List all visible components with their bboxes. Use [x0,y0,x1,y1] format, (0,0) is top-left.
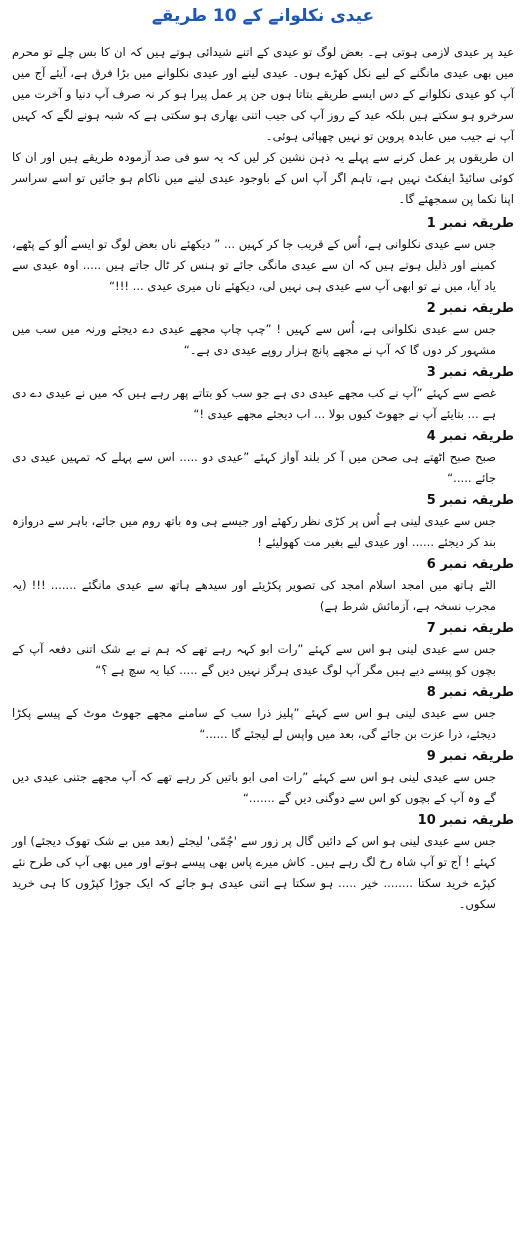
method-text: جس سے عیدی نکلوانی ہے، اُس کے قریب جا کر کہیں ... ” دیکھئے ناں بعض لوگ تو ایسے اُلو کے پٹھے، کمینے اور ذلیل ہوتے ہیں کہ ان سے عیدی مانگی جائے تو ہنس کر ٹال جاتے ہیں ..... اوہ عیدی سے یاد آیا، میں نے تو ابھی آپ سے عیدی ہی نہیں لی، دیکھئے ناں میری عیدی ... !!!“ [12,237,496,293]
method-heading: طریقہ نمبر 3 [426,365,514,380]
method-heading: طریقہ نمبر 6 [426,557,514,572]
method-1 [12,214,514,297]
method-heading: طریقہ نمبر 9 [426,749,514,764]
method-8 [12,683,514,745]
method-text: جس سے عیدی لینی ہو اس سے کہئے ”پلیز ذرا سب کے سامنے مجھے جھوٹ موٹ کے پیسے پکڑا دیجئے، ذرا عزت بن جائے گی، بعد میں واپس لے لیجئے گا ......“ [12,706,496,741]
method-7 [12,619,514,681]
method-4 [12,427,514,489]
method-text: غصے سے کہئے ”آپ نے کب مجھے عیدی دی ہے جو سب کو بتاتے پھر رہے ہیں کہ میں نے عیدی دے دی ہے ... بتایئے آپ نے جھوٹ کیوں بولا ... اب دیجئے مجھے عیدی !“ [12,386,496,421]
method-text: الٹے ہاتھ میں امجد اسلام امجد کی تصویر پکڑیئے اور سیدھے ہاتھ سے عیدی مانگئے ....... !!! (یہ مجرب نسخہ ہے، آزمائش شرط ہے) [12,578,496,613]
article-title: عیدی نکلوانے کے 10 طریقے [151,6,375,26]
method-heading: طریقہ نمبر 4 [426,429,514,444]
method-text: جس سے عیدی نکلوانی ہے، اُس سے کہیں ! ”چپ چاپ مجھے عیدی دے دیجئے ورنہ میں سب میں مشہور کر دوں گا کہ آپ نے مجھے پانچ ہزار روپے عیدی دی ہے۔“ [12,322,496,357]
method-text: صبح صبح اٹھتے ہی صحن میں آ کر بلند آواز کہئے ”عیدی دو ..... اس سے پہلے کہ تمہیں عیدی دی جائے .....“ [12,450,496,485]
method-2 [12,299,514,361]
method-text: جس سے عیدی لینی ہے اُس پر کڑی نظر رکھئے اور جیسے ہی وہ باتھ روم میں جائے، باہر سے دروازہ بند کر دیجئے ...... اور عیدی لیے بغیر مت کھولیئے ! [12,514,496,549]
method-6 [12,555,514,617]
method-heading: طریقہ نمبر 8 [426,685,514,700]
method-text: جس سے عیدی لینی ہو اس سے کہئے ”رات امی ابو باتیں کر رہے تھے کہ آپ مجھے جتنی عیدی دیں گے وہ آپ کے بچوں کو اس سے دوگنی دیں گے .......“ [12,770,496,805]
method-5 [12,491,514,553]
method-heading: طریقہ نمبر 1 [426,216,514,231]
method-heading: طریقہ نمبر 2 [426,301,514,316]
method-9 [12,747,514,809]
method-text: جس سے عیدی لینی ہو اس کے دائیں گال پر زور سے 'چُمّی' لیجئے (بعد میں بے شک تھوک دیجئے) اور کہئے ! آج تو آپ شاہ رخ لگ رہے ہیں۔ کاش میرے پاس بھی پیسے ہوتے اور میں بھی آپ کی طرح نئے کپڑے خرید سکتا ........ خیر ..... ہو سکتا ہے اتنی عیدی ہو جائے کہ ایک جوڑا کپڑوں کا ہی خرید سکوں۔ [12,834,496,911]
method-heading: طریقہ نمبر 5 [426,493,514,508]
method-heading: طریقہ نمبر 10 [417,813,514,828]
method-heading: طریقہ نمبر 7 [426,621,514,636]
intro-paragraph-1: عید پر عیدی لازمی ہوتی ہے۔ بعض لوگ تو عیدی کے اتنے شیدائی ہوتے ہیں کہ ان کا بس چلے تو محرم میں بھی عیدی مانگنے کے لیے نکل کھڑے ہوں۔ عیدی لینے اور عیدی نکلوانے میں بڑا فرق ہے، آیئے آج میں آپ کو عیدی نکلوانے کے دس ایسے طریقے بتاتا ہوں جن پر عمل پیرا ہو کر نہ صرف آپ دنیا و آخرت میں سرخرو ہو سکتے ہیں بلکہ عید کے روز آپ کی جیب اتنی بھاری ہو سکتی ہے کہ شبہ ہونے لگے کہ کہیں آپ نے جیب میں عابدہ پروین تو نہیں چھپائی ہوئی۔ [12,45,514,143]
intro-paragraph-2: ان طریقوں پر عمل کرنے سے پہلے یہ ذہن نشین کر لیں کہ یہ سو فی صد آزمودہ طریقے ہیں اور ان کا کوئی سائیڈ ایفکٹ نہیں ہے، تاہم اگر آپ اس کے باوجود عیدی لینے میں ناکام ہو جائیں تو اسے سراسر اپنا نکما پن سمجھئے گا۔ [12,150,514,206]
method-10 [12,811,514,915]
method-text: جس سے عیدی لینی ہو اس سے کہئے ”رات ابو کہہ رہے تھے کہ ہم نے بے شک اتنی دفعہ آپ کے بچوں کو پیسے دیے ہیں مگر آپ لوگ عیدی ہرگز نہیں دیں گے ..... کیا یہ سچ ہے ؟“ [12,642,496,677]
method-3 [12,363,514,425]
